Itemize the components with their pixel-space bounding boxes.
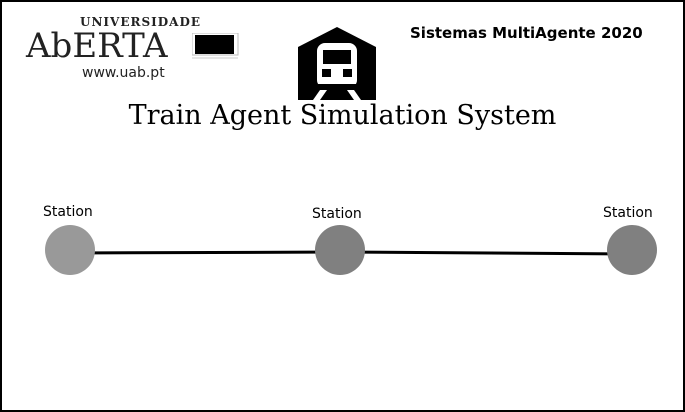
- logo-university-text: UNIVERSIDADE: [80, 15, 202, 29]
- page-title: Train Agent Simulation System: [128, 100, 557, 131]
- station-label: Station: [43, 204, 93, 220]
- station-label: Station: [603, 205, 653, 221]
- station-node[interactable]: [45, 225, 95, 275]
- station-node[interactable]: [607, 225, 657, 275]
- course-title: Sistemas MultiAgente 2020: [410, 24, 643, 42]
- logo-url: www.uab.pt: [82, 65, 165, 81]
- station-label: Station: [312, 206, 362, 222]
- track-segment: [340, 252, 632, 254]
- station-node[interactable]: [315, 225, 365, 275]
- track-segment: [70, 252, 340, 253]
- logo-name: AbERTA: [26, 26, 168, 66]
